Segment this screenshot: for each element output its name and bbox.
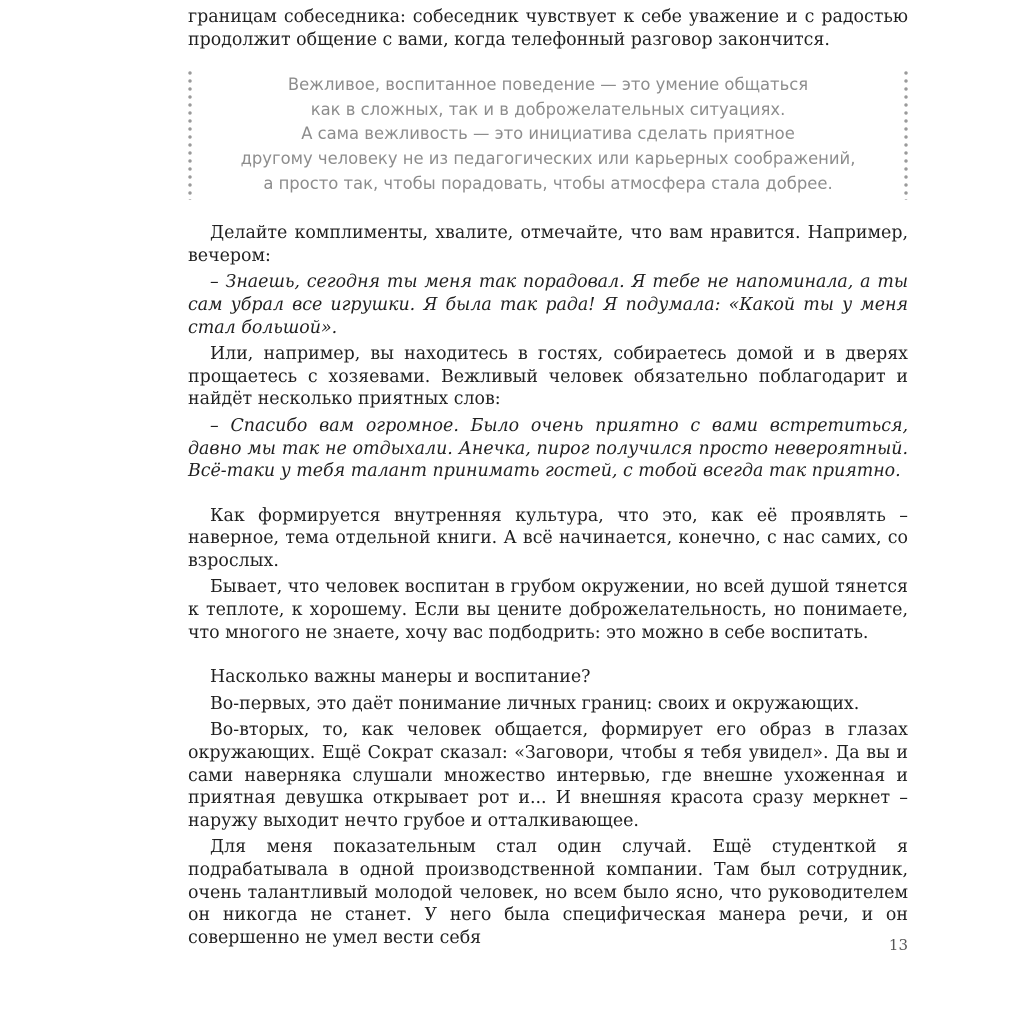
dialogue-paragraph: – Знаешь, сегодня ты меня так порадовал. Я тебе не напоминала, а ты сам убрал все игрушки. Я была так рада! Я подумала: «Какой ты у меня стал большой». [188, 272, 908, 338]
pull-quote [188, 69, 908, 200]
quote-dotted-border-right [904, 69, 908, 200]
quote-line: а просто так, чтобы порадовать, чтобы атмосфера стала добрее. [263, 173, 833, 193]
body-paragraph: Во-первых, это даёт понимание личных границ: своих и окружающих. [210, 693, 860, 714]
body-paragraph: Бывает, что человек воспитан в грубом окружении, но всей душой тянется к теплоте, к хорошему. Если вы цените доброжелательность, но понимаете, что многого не знаете, хочу вас подбодрить: это можно в себе воспитать. [188, 577, 908, 643]
dialogue-paragraph: – Спасибо вам огромное. Было очень приятно с вами встретиться, давно мы так не отдыхали. Анечка, пирог получился просто невероятный. Всё-таки у тебя талант принимать гостей, с тобой всегда так приятно. [188, 415, 908, 482]
section-gap [188, 487, 908, 505]
quote-line: как в сложных, так и в доброжелательных ситуациях. [310, 99, 786, 119]
top-paragraph: границам собеседника: собеседник чувствует к себе уважение и с радостью продолжит общение с вами, когда телефонный разговор закончится. [188, 7, 908, 50]
body-paragraph: Для меня показательным стал один случай. Ещё студенткой я подрабатывала в одной производственной компании. Там был сотрудник, очень талантливый молодой человек, но всем было ясно, что руководителем он никогда не станет. У него была специфическая манера речи, и он совершенно не умел вести себя [188, 837, 908, 948]
quote-line: А сама вежливость — это инициатива сделать приятное [301, 124, 795, 144]
body-paragraph: Или, например, вы находитесь в гостях, собираетесь домой и в дверях прощаетесь с хозяевами. Вежливый человек обязательно поблагодарит и найдёт несколько приятных слов: [188, 344, 908, 410]
quote-dotted-border-left [188, 69, 192, 200]
body-paragraph: Делайте комплименты, хвалите, отмечайте, что вам нравится. Например, вечером: [188, 223, 908, 266]
quote-line: Вежливое, воспитанное поведение — это умение общаться [287, 75, 809, 95]
page-number: 13 [888, 936, 908, 954]
page-body [188, 6, 908, 953]
body-paragraph: Во-вторых, то, как человек общается, формирует его образ в глазах окружающих. Ещё Сократ сказал: «Заговори, чтобы я тебя увидел». Да вы и сами наверняка слушали множество интервью, где внешне ухоженная и приятная девушка открывает рот и... И внешняя красота сразу меркнет – наружу выходит нечто грубое и отталкивающее. [188, 720, 908, 831]
quote-line: другому человеку не из педагогических или карьерных соображений, [240, 148, 856, 168]
body-paragraph: Насколько важны манеры и воспитание? [210, 667, 591, 688]
body-paragraph: Как формируется внутренняя культура, что это, как её проявлять – наверное, тема отдельной книги. А всё начинается, конечно, с нас самих, со взрослых. [188, 505, 908, 571]
section-gap [188, 648, 908, 666]
